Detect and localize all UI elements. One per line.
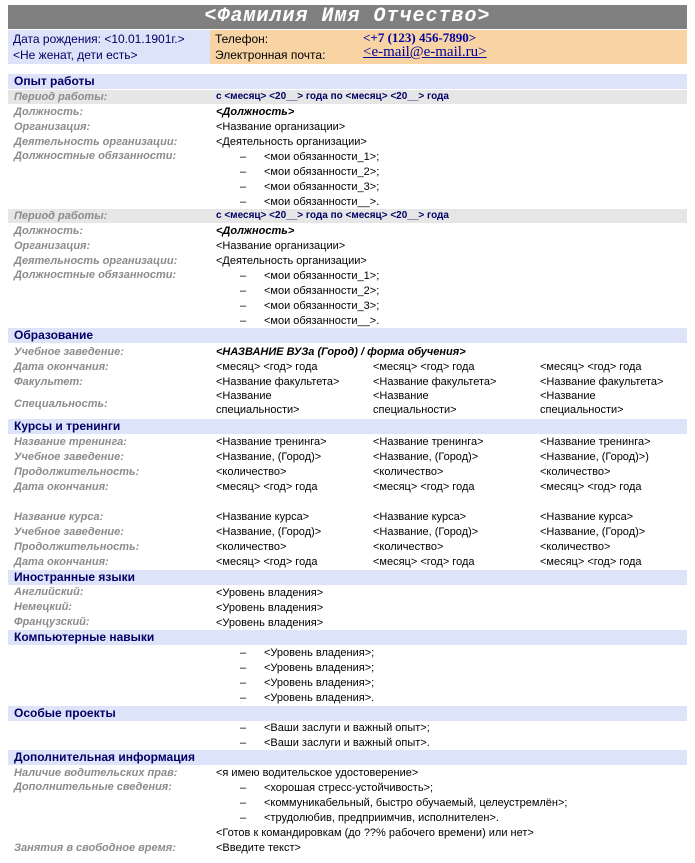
bullet-dash: – — [240, 662, 247, 674]
bullet-dash: – — [240, 737, 247, 749]
course-end-label: Дата окончания: — [14, 556, 109, 568]
course-value: <Название курса> — [216, 511, 310, 523]
license-value: <я имею водительское удостоверение> — [216, 767, 419, 779]
hobby-label: Занятия в свободное время: — [14, 842, 176, 854]
faculty-label: Факультет: — [14, 376, 83, 388]
training-value: <Название тренинга> — [216, 436, 327, 448]
french-label: Французский: — [14, 616, 90, 628]
bullet-dash: – — [240, 677, 247, 689]
skill-item: <Уровень владения>; — [264, 647, 375, 659]
duties-label: Должностные обязанности: — [14, 269, 177, 281]
period-label: Период работы: — [14, 91, 108, 103]
duty-item: <мои обязанности__>. — [264, 196, 380, 208]
specialty-value: <Название специальности> — [216, 390, 300, 416]
duty-item: <мои обязанности__>. — [264, 315, 380, 327]
period-value: с <месяц> <20__> года по <месяц> <20__> года — [216, 91, 449, 102]
section-languages: Иностранные языки — [8, 570, 687, 585]
end-date-value: <месяц> <год> года — [216, 361, 318, 373]
license-label: Наличие водительских прав: — [14, 767, 178, 779]
training-institution-value: <Название, (Город)> — [216, 451, 322, 463]
personal-info — [8, 30, 210, 64]
bullet-dash: – — [240, 151, 247, 163]
info-item: <трудолюбив, предприимчив, исполнителен>. — [264, 812, 499, 824]
section-projects: Особые проекты — [8, 706, 687, 721]
project-item: <Ваши заслуги и важный опыт>. — [264, 737, 430, 749]
course-end-value: <месяц> <год> года — [373, 556, 475, 568]
bullet-dash: – — [240, 166, 247, 178]
phone-value: <+7 (123) 456-7890> — [363, 30, 477, 45]
english-label: Английский: — [14, 586, 84, 598]
faculty-value: <Название факультета> — [540, 376, 664, 388]
org-value: <Название организации> — [216, 240, 346, 252]
section-courses: Курсы и тренинги — [8, 419, 687, 434]
position-label: Должность: — [14, 106, 84, 118]
activity-value: <Деятельность организации> — [216, 255, 367, 267]
course-institution-value: <Название, (Город)> — [373, 526, 479, 538]
course-institution-label: Учебное заведение: — [14, 526, 124, 538]
bullet-dash: – — [240, 196, 247, 208]
activity-value: <Деятельность организации> — [216, 136, 367, 148]
activity-label: Деятельность организации: — [14, 136, 178, 148]
specialty-value: <Название специальности> — [540, 390, 624, 416]
training-end-label: Дата окончания: — [14, 481, 109, 493]
duty-item: <мои обязанности_3>; — [264, 181, 380, 193]
section-education: Образование — [8, 328, 687, 343]
bullet-dash: – — [240, 722, 247, 734]
email-label: Электронная почта: — [215, 48, 326, 62]
training-institution-label: Учебное заведение: — [14, 451, 124, 463]
training-value: <Название тренинга> — [373, 436, 484, 448]
german-level: <Уровень владения> — [216, 602, 324, 614]
info-item: <хорошая стресс-устойчивость>; — [264, 782, 434, 794]
course-institution-value: <Название, (Город)> — [216, 526, 322, 538]
training-institution-value: <Название, (Город)> — [373, 451, 479, 463]
bullet-dash: – — [240, 797, 247, 809]
german-label: Немецкий: — [14, 601, 73, 613]
institution-value: <НАЗВАНИЕ ВУЗа (Город) / форма обучения> — [216, 346, 466, 358]
org-label: Организация: — [14, 240, 91, 252]
email-link[interactable]: <e-mail@e-mail.ru> — [363, 44, 487, 60]
training-end-value: <месяц> <год> года — [216, 481, 318, 493]
training-label: Название тренинга: — [14, 436, 127, 448]
skill-item: <Уровень владения>; — [264, 662, 375, 674]
end-date-value: <месяц> <год> года — [540, 361, 642, 373]
course-value: <Название курса> — [540, 511, 634, 523]
section-experience: Опыт работы — [8, 74, 687, 89]
position-label: Должность: — [14, 225, 84, 237]
course-institution-value: <Название, (Город)> — [540, 526, 646, 538]
french-level: <Уровень владения> — [216, 617, 324, 629]
birth-date: Дата рождения: <10.01.1901г.> — [13, 32, 185, 46]
duty-item: <мои обязанности_2>; — [264, 166, 380, 178]
section-computer: Компьютерные навыки — [8, 630, 687, 645]
info-item: <коммуникабельный, быстро обучаемый, целеустремлён>; — [264, 797, 568, 809]
english-level: <Уровень владения> — [216, 587, 324, 599]
position-value: <Должность> — [216, 106, 295, 118]
institution-label: Учебное заведение: — [14, 346, 124, 358]
bullet-dash: – — [240, 315, 247, 327]
bullet-dash: – — [240, 181, 247, 193]
section-additional: Дополнительная информация — [8, 750, 687, 765]
project-item: <Ваши заслуги и важный опыт>; — [264, 722, 430, 734]
training-duration-label: Продолжительность: — [14, 466, 140, 478]
resume-title: <Фамилия Имя Отчество> — [8, 5, 687, 29]
specialty-value: <Название специальности> — [373, 390, 457, 416]
end-date-value: <месяц> <год> года — [373, 361, 475, 373]
training-duration-value: <количество> — [540, 466, 611, 478]
training-duration-value: <количество> — [373, 466, 444, 478]
bullet-dash: – — [240, 812, 247, 824]
travel-value: <Готов к командировкам (до ??% рабочего времени) или нет> — [216, 827, 534, 839]
course-duration-label: Продолжительность: — [14, 541, 140, 553]
position-value: <Должность> — [216, 225, 295, 237]
bullet-dash: – — [240, 647, 247, 659]
course-duration-value: <количество> — [373, 541, 444, 553]
course-label: Название курса: — [14, 511, 104, 523]
course-value: <Название курса> — [373, 511, 467, 523]
org-label: Организация: — [14, 121, 91, 133]
duty-item: <мои обязанности_1>; — [264, 270, 380, 282]
skill-item: <Уровень владения>. — [264, 692, 375, 704]
contact-info — [210, 30, 687, 64]
duty-item: <мои обязанности_2>; — [264, 285, 380, 297]
training-value: <Название тренинга> — [540, 436, 651, 448]
hobby-value: <Введите текст> — [216, 842, 301, 854]
training-end-value: <месяц> <год> года — [540, 481, 642, 493]
org-value: <Название организации> — [216, 121, 346, 133]
training-end-value: <месяц> <год> года — [373, 481, 475, 493]
bullet-dash: – — [240, 782, 247, 794]
phone-label: Телефон: — [215, 32, 269, 46]
activity-label: Деятельность организации: — [14, 255, 178, 267]
bullet-dash: – — [240, 300, 247, 312]
duty-item: <мои обязанности_1>; — [264, 151, 380, 163]
bullet-dash: – — [240, 692, 247, 704]
training-duration-value: <количество> — [216, 466, 287, 478]
bullet-dash: – — [240, 270, 247, 282]
faculty-value: <Название факультета> — [373, 376, 497, 388]
course-duration-value: <количество> — [540, 541, 611, 553]
end-date-label: Дата окончания: — [14, 361, 109, 373]
marital-status: <Не женат, дети есть> — [13, 48, 138, 62]
period-value: с <месяц> <20__> года по <месяц> <20__> года — [216, 210, 449, 221]
course-end-value: <месяц> <год> года — [540, 556, 642, 568]
course-end-value: <месяц> <год> года — [216, 556, 318, 568]
skill-item: <Уровень владения>; — [264, 677, 375, 689]
bullet-dash: – — [240, 285, 247, 297]
specialty-label: Специальность: — [14, 398, 108, 410]
course-duration-value: <количество> — [216, 541, 287, 553]
info-label: Дополнительные сведения: — [14, 781, 172, 793]
duties-label: Должностные обязанности: — [14, 150, 177, 162]
duty-item: <мои обязанности_3>; — [264, 300, 380, 312]
training-institution-value: <Название, (Город)>) — [540, 451, 649, 463]
faculty-value: <Название факультета> — [216, 376, 340, 388]
period-label: Период работы: — [14, 210, 108, 222]
